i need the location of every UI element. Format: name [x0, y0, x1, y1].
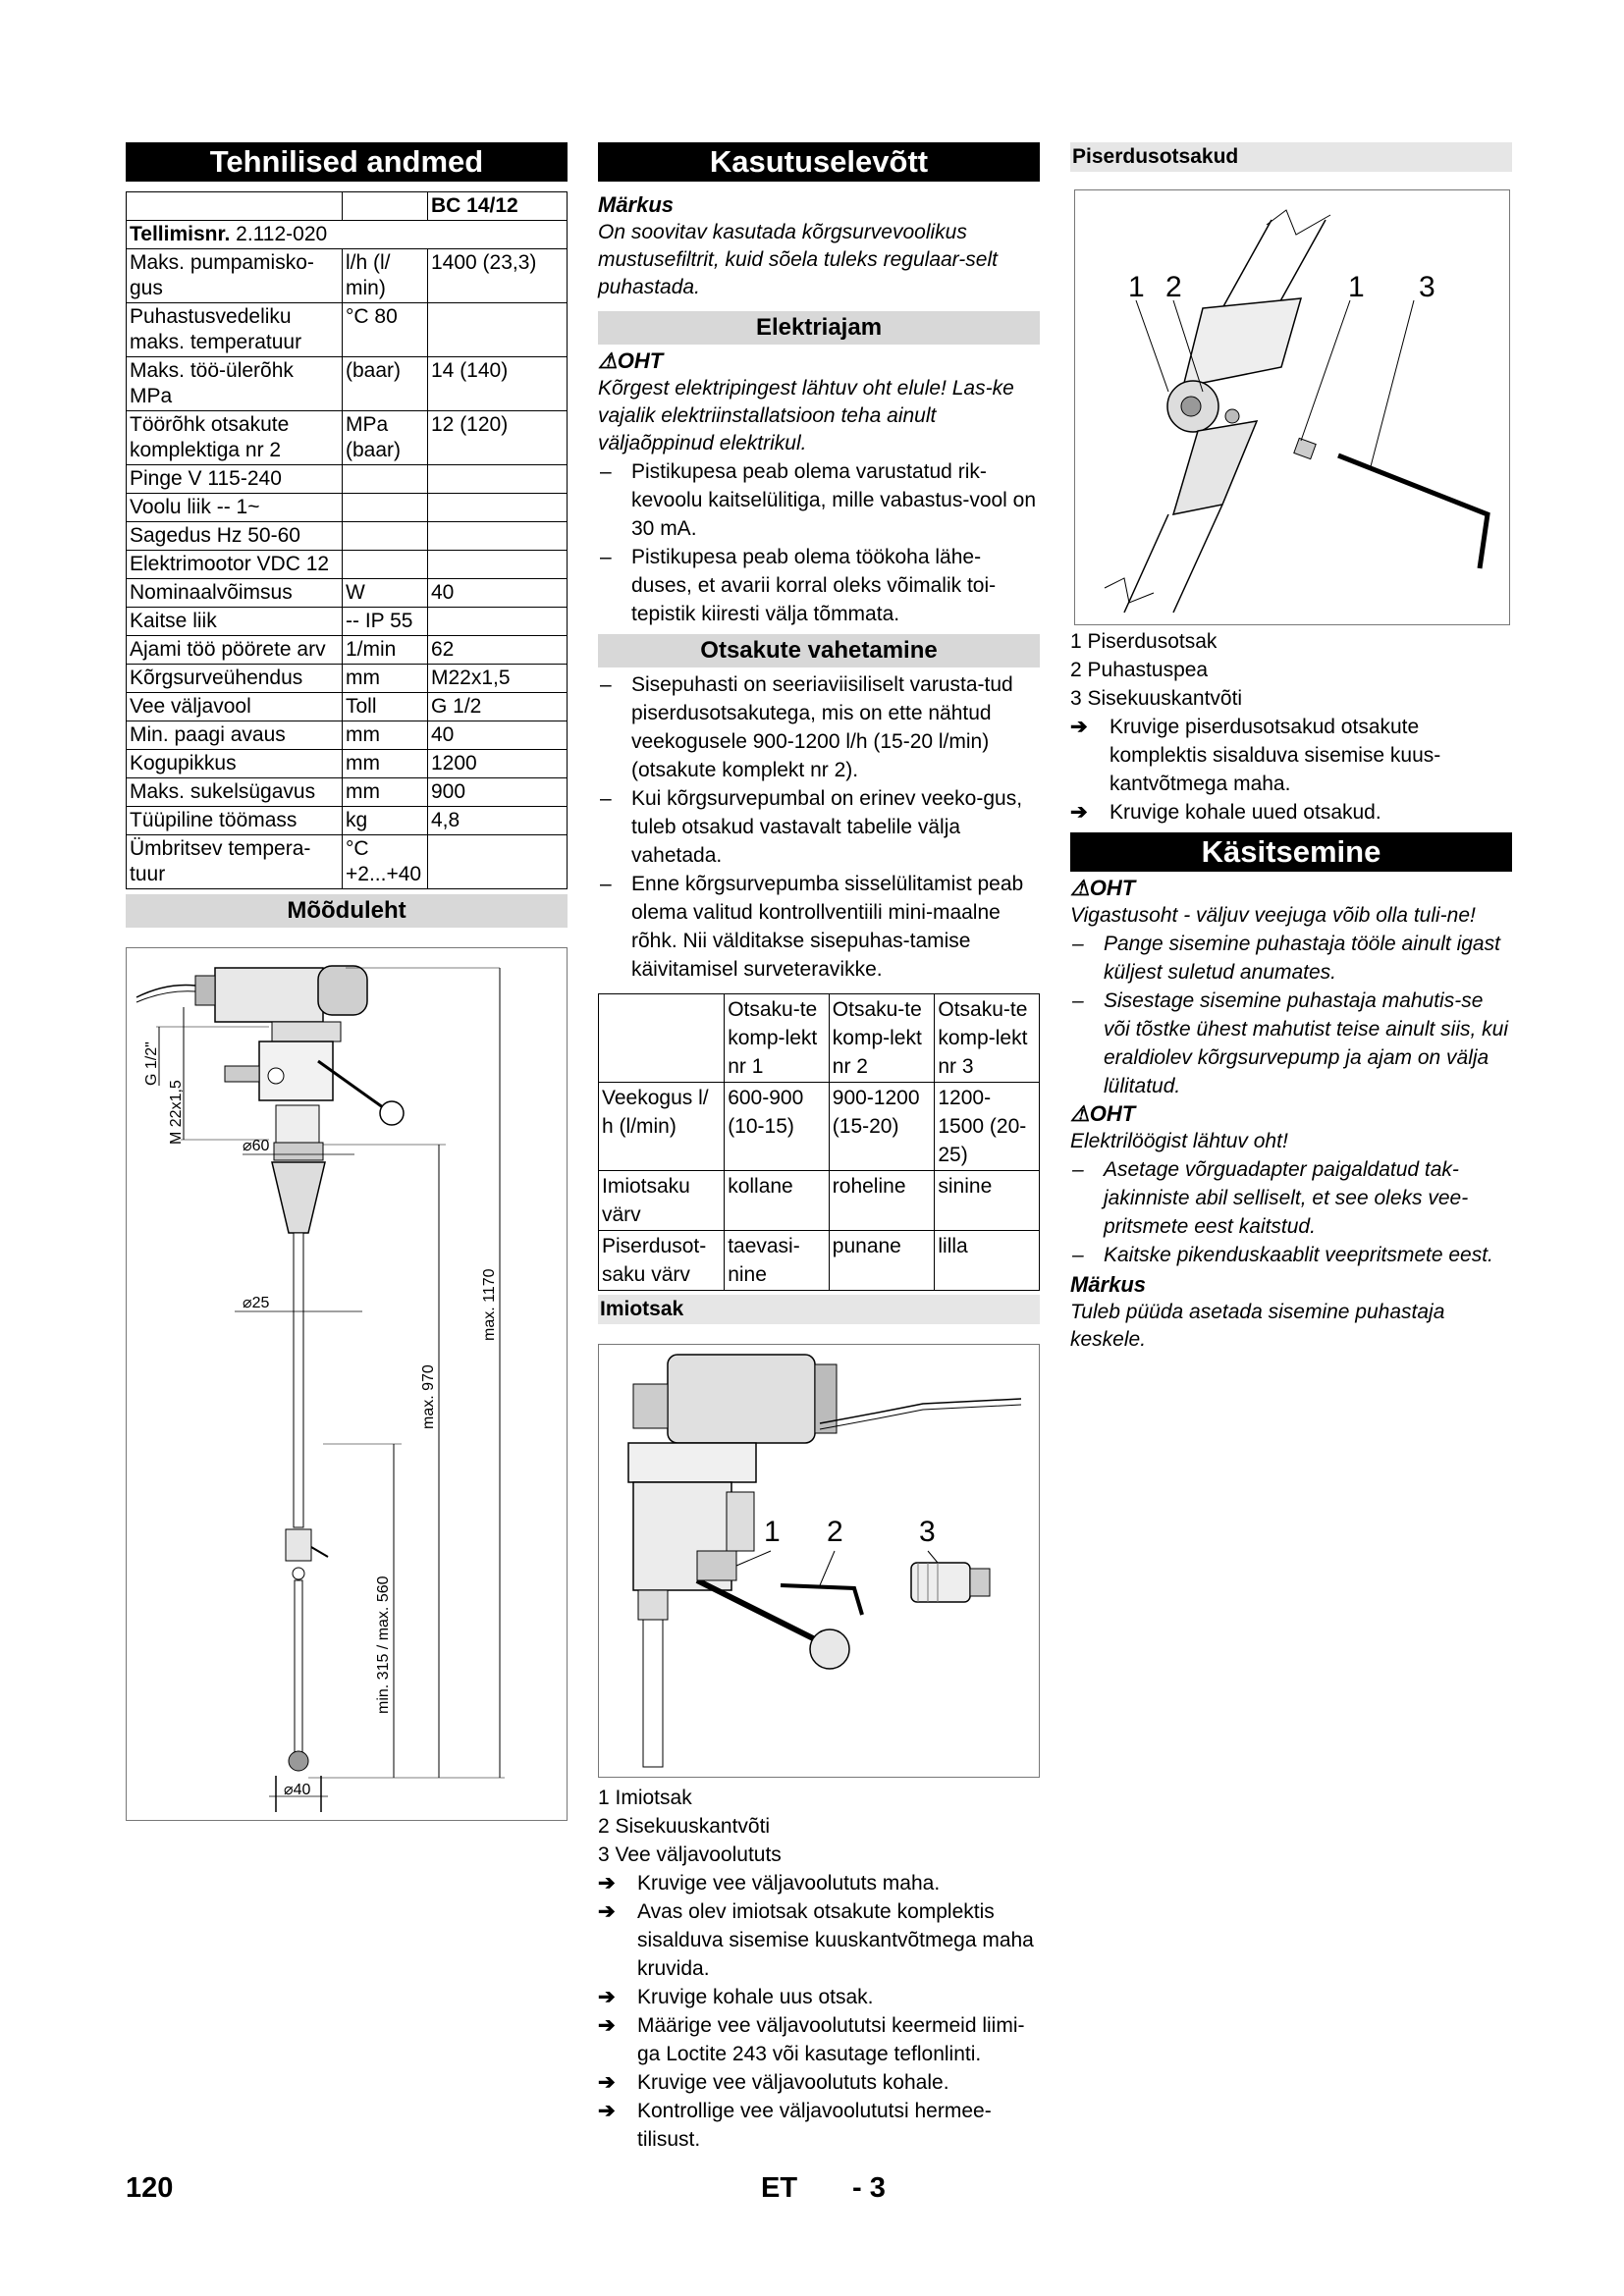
legend-item: 3 Vee väljavoolututs — [598, 1843, 782, 1866]
table-row — [127, 522, 568, 551]
table-cell: Nominaalvõimsus — [127, 579, 343, 608]
arrow-icon: ➔ — [598, 2071, 616, 2094]
table-row — [127, 192, 568, 221]
table-row — [127, 721, 568, 750]
dim-d25-label: ⌀25 — [243, 1295, 270, 1311]
instruction-step — [1070, 798, 1512, 827]
note-text: On soovitav kasutada kõrgsurvevoolikus mustusefiltrit, kuid sõela tuleks regulaar-selt puhastada. — [598, 221, 998, 298]
table-cell: -- IP 55 — [343, 608, 428, 636]
table-header-cell: Otsaku-te komp-lekt nr 2 — [829, 994, 935, 1083]
table-header-cell: Otsaku-te komp-lekt nr 3 — [935, 994, 1040, 1083]
section-title-dimension-sheet: Mõõduleht — [126, 894, 568, 928]
note-label: Märkus — [1070, 1272, 1147, 1297]
table-cell: mm — [343, 665, 428, 693]
table-cell: Ümbritsev tempera-tuur — [127, 835, 343, 889]
dim-max1170-label: max. 1170 — [481, 1268, 498, 1341]
section-title-nozzle-change: Otsakute vahetamine — [598, 634, 1040, 667]
table-cell: Maks. sukelsügavus — [127, 778, 343, 807]
table-cell — [428, 303, 568, 357]
table-row — [127, 465, 568, 494]
arrow-icon: ➔ — [1070, 716, 1088, 738]
dash-marker: – — [600, 546, 612, 568]
column-spray-nozzles — [1070, 142, 1512, 1354]
instruction-text: Kruvige vee väljavoolututs maha. — [637, 1872, 941, 1895]
table-row — [127, 778, 568, 807]
suction-nozzle-figure — [598, 1344, 1040, 1778]
table-cell: Puhastusvedeliku maks. temperatuur — [127, 303, 343, 357]
table-cell: Vee väljavool — [127, 693, 343, 721]
dash-marker: – — [600, 673, 612, 696]
table-row — [127, 807, 568, 835]
table-cell: 40 — [428, 579, 568, 608]
model-header: BC 14/12 — [428, 192, 568, 221]
table-row — [127, 221, 568, 249]
table-cell: Kõrgsurveühendus — [127, 665, 343, 693]
table-cell — [428, 608, 568, 636]
table-cell: °C 80 — [343, 303, 428, 357]
instruction-step — [1070, 713, 1512, 798]
order-value: 2.112-020 — [236, 223, 328, 245]
table-cell: Tüüpiline töömass — [127, 807, 343, 835]
table-cell — [428, 551, 568, 579]
list-item — [598, 670, 1040, 784]
warning-label: ⚠OHT — [1070, 1101, 1136, 1126]
list-item-text: Pistikupesa peab olema varustatud rik-kevoolu kaitselülitiga, mille vabastus-vool on 30 mA. — [631, 460, 1037, 540]
table-cell: 12 (120) — [428, 411, 568, 465]
instruction-text: Kruvige kohale uued otsakud. — [1110, 801, 1381, 824]
figure-label: 1 — [764, 1516, 781, 1548]
dim-max970-label: max. 970 — [420, 1364, 437, 1429]
dash-marker: – — [1072, 1158, 1084, 1181]
dash-marker: – — [1072, 989, 1084, 1012]
dim-d60-label: ⌀60 — [243, 1138, 270, 1154]
table-row — [127, 303, 568, 357]
dash-marker: – — [1072, 933, 1084, 955]
specs-table — [126, 191, 568, 889]
table-cell — [428, 835, 568, 889]
dim-m-label: M 22x1,5 — [168, 1080, 185, 1145]
list-item-text: Sisepuhasti on seeriaviisiliselt varusta-tud piserdusotsakutega, mis on ette nähtud veekogusele 900-1200 l/h (15-20 l/min) (otsakute komplekt nr 2). — [631, 673, 1013, 781]
table-cell: Kogupikkus — [127, 750, 343, 778]
column-commissioning — [598, 142, 1040, 2154]
column-technical-data — [126, 142, 568, 1821]
order-label: Tellimisnr. — [130, 223, 231, 245]
dash-marker: – — [600, 787, 612, 810]
section-title-commissioning: Kasutuselevõtt — [598, 142, 1040, 182]
list-item — [598, 457, 1040, 543]
table-cell: G 1/2 — [428, 693, 568, 721]
table-cell: 900 — [428, 778, 568, 807]
table-cell: Pinge V 115-240 — [127, 465, 343, 494]
table-cell: MPa (baar) — [343, 411, 428, 465]
table-cell — [343, 494, 428, 522]
table-row — [599, 994, 1040, 1083]
warning-label: ⚠OHT — [598, 348, 664, 373]
legend-item: 1 Piserdusotsak — [1070, 630, 1218, 653]
list-item-text: Pange sisemine puhastaja tööle ainult igast küljest suletud anumates. — [1104, 933, 1500, 984]
table-cell — [428, 522, 568, 551]
nozzle-set-table — [598, 993, 1040, 1291]
table-cell: mm — [343, 721, 428, 750]
table-row — [127, 693, 568, 721]
list-item — [1070, 987, 1512, 1100]
table-cell: 40 — [428, 721, 568, 750]
figure-label: 3 — [1419, 271, 1435, 303]
list-item — [598, 870, 1040, 984]
table-cell: Min. paagi avaus — [127, 721, 343, 750]
figure-label: 2 — [827, 1516, 843, 1548]
table-header-cell — [599, 994, 725, 1083]
spray-nozzle-figure — [1074, 189, 1510, 625]
instruction-text: Kontrollige vee väljavoolututsi hermee-tilisust. — [637, 2100, 992, 2151]
table-cell: Sagedus Hz 50-60 — [127, 522, 343, 551]
section-title-electric-drive: Elektriajam — [598, 311, 1040, 345]
table-cell — [428, 465, 568, 494]
arrow-icon: ➔ — [1070, 801, 1088, 824]
list-item-text: Pistikupesa peab olema töökoha lähe-duses, et avarii korral oleks võimalik toi-tepistik kiiresti välja tõmmata. — [631, 546, 997, 625]
list-item-text: Sisestage sisemine puhastaja mahutis-se või tõstke ühest mahutist teise ainult siis, kui eraldiolev kõrgsurvepump ja ajam on välja lülitatud. — [1104, 989, 1509, 1097]
legend-item: 1 Imiotsak — [598, 1787, 692, 1809]
table-cell: 14 (140) — [428, 357, 568, 411]
table-cell: 600-900 (10-15) — [725, 1083, 830, 1171]
table-row — [127, 551, 568, 579]
table-cell — [343, 522, 428, 551]
table-cell — [343, 551, 428, 579]
legend-item: 2 Puhastuspea — [1070, 659, 1209, 681]
table-row — [127, 494, 568, 522]
dim-g-label: G 1/2" — [143, 1041, 160, 1086]
arrow-icon: ➔ — [598, 1986, 616, 2008]
table-cell: roheline — [829, 1171, 935, 1231]
instruction-text: Määrige vee väljavoolututsi keermeid liimi-ga Loctite 243 või kasutage teflonlinti. — [637, 2014, 1025, 2065]
legend-item: 2 Sisekuuskantvõti — [598, 1815, 771, 1838]
warning-text: Kõrgest elektripingest lähtuv oht elule! Las-ke vajalik elektriinstallatsioon teha ainult väljaõppinud elektrikul. — [598, 377, 1014, 454]
table-cell: Kaitse liik — [127, 608, 343, 636]
dash-marker: – — [600, 873, 612, 895]
list-item — [1070, 1155, 1512, 1241]
arrow-icon: ➔ — [598, 1872, 616, 1895]
table-cell: M22x1,5 — [428, 665, 568, 693]
list-item — [598, 784, 1040, 870]
table-cell: sinine — [935, 1171, 1040, 1231]
table-row — [127, 579, 568, 608]
list-item-text: Enne kõrgsurvepumba sisselülitamist peab olema valitud kontrollventiili mini-maalne rõhk. Nii välditakse sisepuhas-tamise käivitamisel surveteravikke. — [631, 873, 1024, 981]
table-cell: 1200 — [428, 750, 568, 778]
arrow-icon: ➔ — [598, 2014, 616, 2037]
table-row — [127, 636, 568, 665]
table-row — [127, 835, 568, 889]
table-cell: lilla — [935, 1231, 1040, 1291]
legend-item: 3 Sisekuuskantvõti — [1070, 687, 1243, 710]
table-cell: Veekogus l/ h (l/min) — [599, 1083, 725, 1171]
table-cell: 900-1200 (15-20) — [829, 1083, 935, 1171]
figure-label: 2 — [1165, 271, 1182, 303]
table-cell: Piserdusot-saku värv — [599, 1231, 725, 1291]
list-item — [598, 543, 1040, 628]
figure-label: 1 — [1128, 271, 1145, 303]
table-row — [127, 608, 568, 636]
table-cell: Töörõhk otsakute komplektiga nr 2 — [127, 411, 343, 465]
instruction-step — [598, 2068, 1040, 2097]
table-cell: Imiotsaku värv — [599, 1171, 725, 1231]
figure-label: 3 — [919, 1516, 936, 1548]
section-title-technical-data: Tehnilised andmed — [126, 142, 568, 182]
instruction-step — [598, 1983, 1040, 2011]
table-cell: Elektrimootor VDC 12 — [127, 551, 343, 579]
table-cell: Voolu liik -- 1~ — [127, 494, 343, 522]
table-cell — [343, 465, 428, 494]
table-cell: °C +2...+40 — [343, 835, 428, 889]
instruction-text: Kruvige piserdusotsakud otsakute komplektis sisalduva sisemise kuus-kantvõtmega maha. — [1110, 716, 1441, 795]
table-cell: Ajami töö pöörete arv — [127, 636, 343, 665]
section-title-handling: Käsitsemine — [1070, 832, 1512, 872]
figure-label: 1 — [1348, 271, 1365, 303]
table-cell: (baar) — [343, 357, 428, 411]
language-code: ET — [761, 2172, 798, 2204]
page-number: 120 — [126, 2172, 174, 2204]
warning-text: Vigastusoht - väljuv veejuga võib olla tuli-ne! — [1070, 904, 1476, 927]
instruction-text: Avas olev imiotsak otsakute komplektis sisalduva sisemise kuuskantvõtmega maha kruvida. — [637, 1900, 1034, 1980]
section-title-spray-nozzles: Piserdusotsakud — [1070, 142, 1512, 172]
table-cell: Maks. pumpamisko-gus — [127, 249, 343, 303]
dimension-drawing — [126, 947, 568, 1821]
table-cell: 4,8 — [428, 807, 568, 835]
table-row — [127, 357, 568, 411]
table-cell: mm — [343, 750, 428, 778]
list-item-text: Kaitske pikenduskaablit veepritsmete eest. — [1104, 1244, 1493, 1266]
table-row — [127, 750, 568, 778]
table-cell: kollane — [725, 1171, 830, 1231]
table-cell: mm — [343, 778, 428, 807]
note-text: Tuleb püüda asetada sisemine puhastaja keskele. — [1070, 1301, 1445, 1351]
dim-minmax-label: min. 315 / max. 560 — [375, 1575, 392, 1714]
dim-d40-label: ⌀40 — [284, 1782, 311, 1798]
table-cell: 1400 (23,3) — [428, 249, 568, 303]
list-item-text: Asetage võrguadapter paigaldatud tak-jakinniste abil selliselt, et see oleks vee-pritsmete eest kaitstud. — [1104, 1158, 1469, 1238]
table-row — [599, 1231, 1040, 1291]
list-item — [1070, 1241, 1512, 1269]
table-row — [599, 1171, 1040, 1231]
table-cell: Toll — [343, 693, 428, 721]
note-label: Märkus — [598, 192, 675, 217]
instruction-step — [598, 2097, 1040, 2154]
list-item — [1070, 930, 1512, 987]
table-cell — [428, 494, 568, 522]
arrow-icon: ➔ — [598, 2100, 616, 2122]
table-cell: 1200-1500 (20-25) — [935, 1083, 1040, 1171]
table-cell: l/h (l/ min) — [343, 249, 428, 303]
arrow-icon: ➔ — [598, 1900, 616, 1923]
instruction-step — [598, 2011, 1040, 2068]
instruction-step — [598, 1897, 1040, 1983]
table-cell: Maks. töö-ülerõhk MPa — [127, 357, 343, 411]
instruction-text: Kruvige vee väljavoolututs kohale. — [637, 2071, 949, 2094]
instruction-step — [598, 1869, 1040, 1897]
dash-marker: – — [600, 460, 612, 483]
section-number: - 3 — [852, 2172, 886, 2204]
table-row — [127, 665, 568, 693]
table-cell: kg — [343, 807, 428, 835]
table-cell: 62 — [428, 636, 568, 665]
section-title-suction-nozzle: Imiotsak — [598, 1295, 1040, 1324]
warning-text: Elektrilöögist lähtuv oht! — [1070, 1130, 1288, 1152]
table-row — [127, 249, 568, 303]
table-row — [127, 411, 568, 465]
dash-marker: – — [1072, 1244, 1084, 1266]
warning-label: ⚠OHT — [1070, 876, 1136, 900]
table-cell: 1/min — [343, 636, 428, 665]
table-cell: taevasi-nine — [725, 1231, 830, 1291]
table-row — [599, 1083, 1040, 1171]
table-cell: punane — [829, 1231, 935, 1291]
instruction-text: Kruvige kohale uus otsak. — [637, 1986, 874, 2008]
table-cell: W — [343, 579, 428, 608]
table-header-cell: Otsaku-te komp-lekt nr 1 — [725, 994, 830, 1083]
list-item-text: Kui kõrgsurvepumbal on erinev veeko-gus, tuleb otsakud vastavalt tabelile välja vahetada. — [631, 787, 1023, 867]
